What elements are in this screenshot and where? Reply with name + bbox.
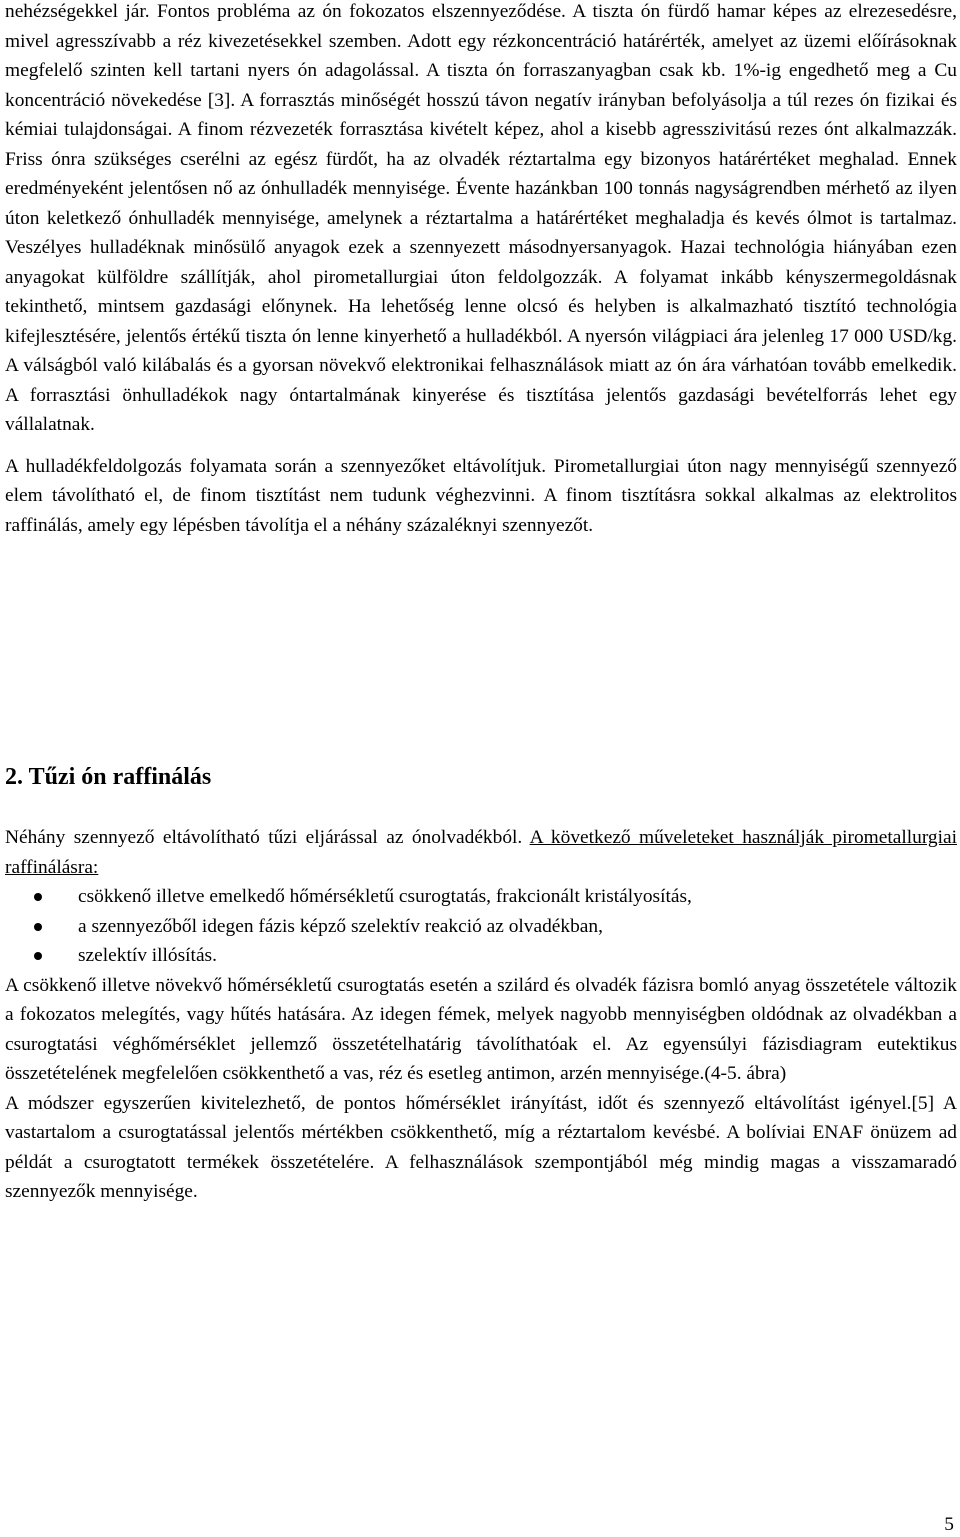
list-item: [5, 912, 957, 942]
list-item-text: szelektív illósítás.: [78, 945, 217, 966]
operations-list: [5, 882, 957, 971]
list-item: [5, 882, 957, 912]
list-item-text: a szennyezőből idegen fázis képző szelektív reakció az olvadékban,: [78, 915, 603, 937]
paragraph-method: A módszer egyszerűen kivitelezhető, de pontos hőmérséklet irányítást, időt és szennyező eltávolítást igényel.[5] A vastartalom a csurogtatással jelentős mértékben csökkenthető, míg a réztartalom kevésbé. A bolíviai ENAF önüzem ad példát a csurogtatott termékek összetételére. A felhasználások szempontjából még mindig magas a visszamaradó szennyezők mennyisége.: [5, 1092, 957, 1202]
section-heading: 2. Tűzi ón raffinálás: [5, 764, 212, 790]
section-intro-text: Néhány szennyező eltávolítható tűzi eljárással az ónolvadékból.: [5, 827, 530, 848]
page-number: 5: [944, 1514, 954, 1535]
bullet-icon: [34, 893, 42, 901]
list-item-text: csökkenő illetve emelkedő hőmérsékletű csurogtatás, frakcionált kristályosítás,: [78, 886, 692, 907]
section-intro-paragraph: [5, 823, 957, 882]
section-intro-underlined: A következő műveleteket használják pirometallurgiai raffinálásra:: [5, 827, 958, 878]
paragraph-liquation: A csökkenő illetve növekvő hőmérsékletű csurogtatás esetén a szilárd és olvadék fázisra bomló anyag összetétele változik a fokozatos melegítés, vagy hűtés hatására. Az idegen fémek, melyek nagyobb mennyiségben oldódnak az olvadékban a csurogtatási véghőmérséklet jellemző összetételhatárig távolíthatóak el. Az egyensúlyi fázisdiagram eutektikus összetételének megfelelően csökkenthető a vas, réz és esetleg antimon, arzén mennyisége.(4-5. ábra): [5, 974, 957, 1084]
document-page: [5, 0, 958, 1202]
section-body: [5, 823, 957, 1207]
bullet-icon: [34, 952, 42, 960]
bullet-icon: [34, 923, 42, 931]
paragraph-intro: nehézségekkel jár. Fontos probléma az ón fokozatos elszennyeződése. A tiszta ón fürdő hamar képes az elrezesedésre, mivel agresszívabb a réz kivezetésekkel szemben. Adott egy rézkoncentráció határérték, amelyet az üzemi előírásoknak megfelelő szinten kell tartani nyers ón adagolással. A tiszta ón forraszanyagban csak kb. 1%-ig engedhető meg a Cu koncentráció növekedése [3]. A forrasztás minőségét hosszú távon negatív irányban befolyásolja a túl rezes ón fizikai és kémiai tulajdonságai. A finom rézvezeték forrasztása kivételt képez, ahol a kisebb agresszivitású rezes ónt alkalmazzák. Friss ónra szükséges cserélni az egész fürdőt, ha az olvadék réztartalma egy bizonyos határértéket meghalad. Ennek eredményeként jelentősen nő az ónhulladék mennyisége. Évente hazánkban 100 tonnás nagyságrendben mérhető az ilyen úton keletkező ónhulladék mennyisége, amelynek a réztartalma a határértéket meghaladja és kevés ólmot is tartalmaz. Veszélyes hulladéknak minősülő anyagok ezek a szennyezett másodnyersanyagok. Hazai technológia hiányában ezen anyagokat külföldre szállítják, ahol pirometallurgiai úton feldolgozzák. A folyamat inkább kényszermegoldásnak tekinthető, mintsem gazdasági előnynek. Ha lehetőség lenne olcsó és helyben is alkalmazható tisztító technológia kifejlesztésére, jelentős értékű tiszta ón lenne kinyerhető a hulladékból. A nyersón világpiaci ára jelenleg 17 000 USD/kg. A válságból való kilábalás és a gyorsan növekvő elektronikai felhasználások miatt az ón ára várhatóan tovább emelkedik. A forrasztási önhulladékok nagy óntartalmának kinyerése és tisztítása jelentős gazdasági bevételforrás lehet egy vállalatnak.: [5, 1, 957, 435]
paragraph-process: A hulladékfeldolgozás folyamata során a szennyezőket eltávolítjuk. Pirometallurgiai úton nagy mennyiségű szennyező elem távolítható el, de finom tisztítást nem tudunk véghezvinni. A finom tisztításra sokkal alkalmas az elektrolitos raffinálás, amely egy lépésben távolítja el a néhány százaléknyi szennyezőt.: [5, 455, 957, 536]
list-item: [5, 941, 957, 971]
